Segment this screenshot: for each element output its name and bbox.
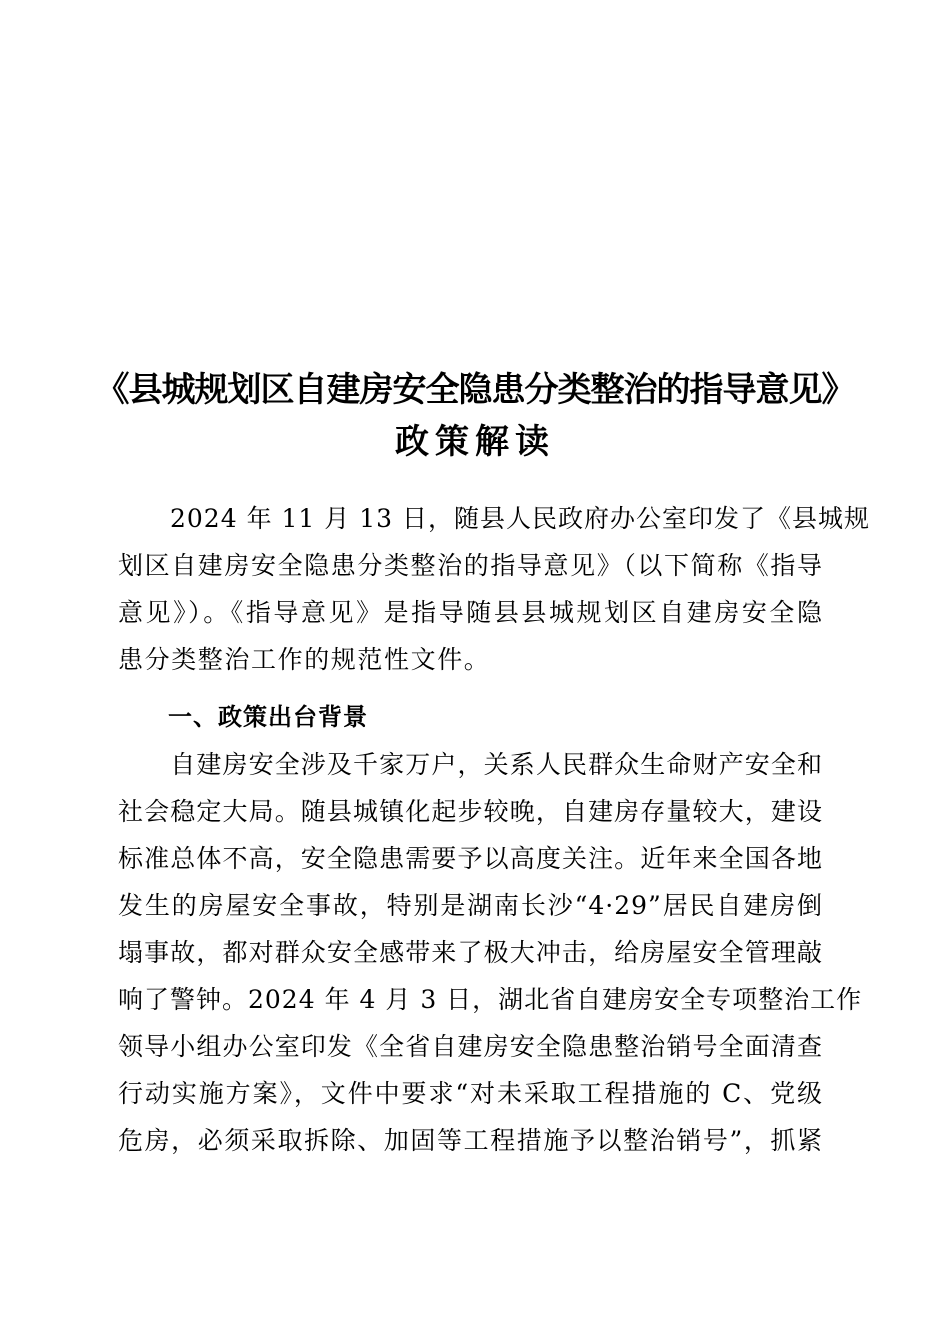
intro-line-2: 划区自建房安全隐患分类整治的指导意见》（以下简称《指导: [118, 551, 823, 580]
body-line-8: 行动实施方案》，文件中要求“对未采取工程措施的 C、党级: [118, 1079, 823, 1108]
document-subtitle: 政策解读: [395, 422, 555, 462]
intro-line-4: 患分类整治工作的规范性文件。: [118, 645, 491, 674]
body-line-4: 发生的房屋安全事故，特别是湖南长沙“4·29”居民自建房倒: [118, 891, 823, 920]
body-line-5: 塌事故，都对群众安全感带来了极大冲击，给房屋安全管理敲: [118, 938, 823, 967]
body-line-1: 自建房安全涉及千家万户，关系人民群众生命财产安全和: [118, 750, 823, 779]
body-line-7: 领导小组办公室印发《全省自建房安全隐患整治销号全面清查: [118, 1032, 823, 1061]
body-line-2: 社会稳定大局。随县城镇化起步较晚，自建房存量较大，建设: [118, 797, 823, 826]
document-title: 《县城规划区自建房安全隐患分类整治的指导意见》: [95, 370, 855, 410]
body-line-9: 危房，必须采取拆除、加固等工程措施予以整治销号”，抓紧: [118, 1126, 823, 1155]
intro-line-1: 2024 年 11 月 13 日，随县人民政府办公室印发了《县城规: [118, 504, 870, 533]
intro-line-3: 意见》）。《指导意见》是指导随县县城规划区自建房安全隐: [118, 598, 823, 627]
section-heading: 一、政策出台背景: [168, 703, 368, 731]
body-line-3: 标准总体不高，安全隐患需要予以高度关注。近年来全国各地: [118, 844, 823, 873]
body-line-6: 响了警钟。2024 年 4 月 3 日，湖北省自建房安全专项整治工作: [118, 985, 863, 1014]
